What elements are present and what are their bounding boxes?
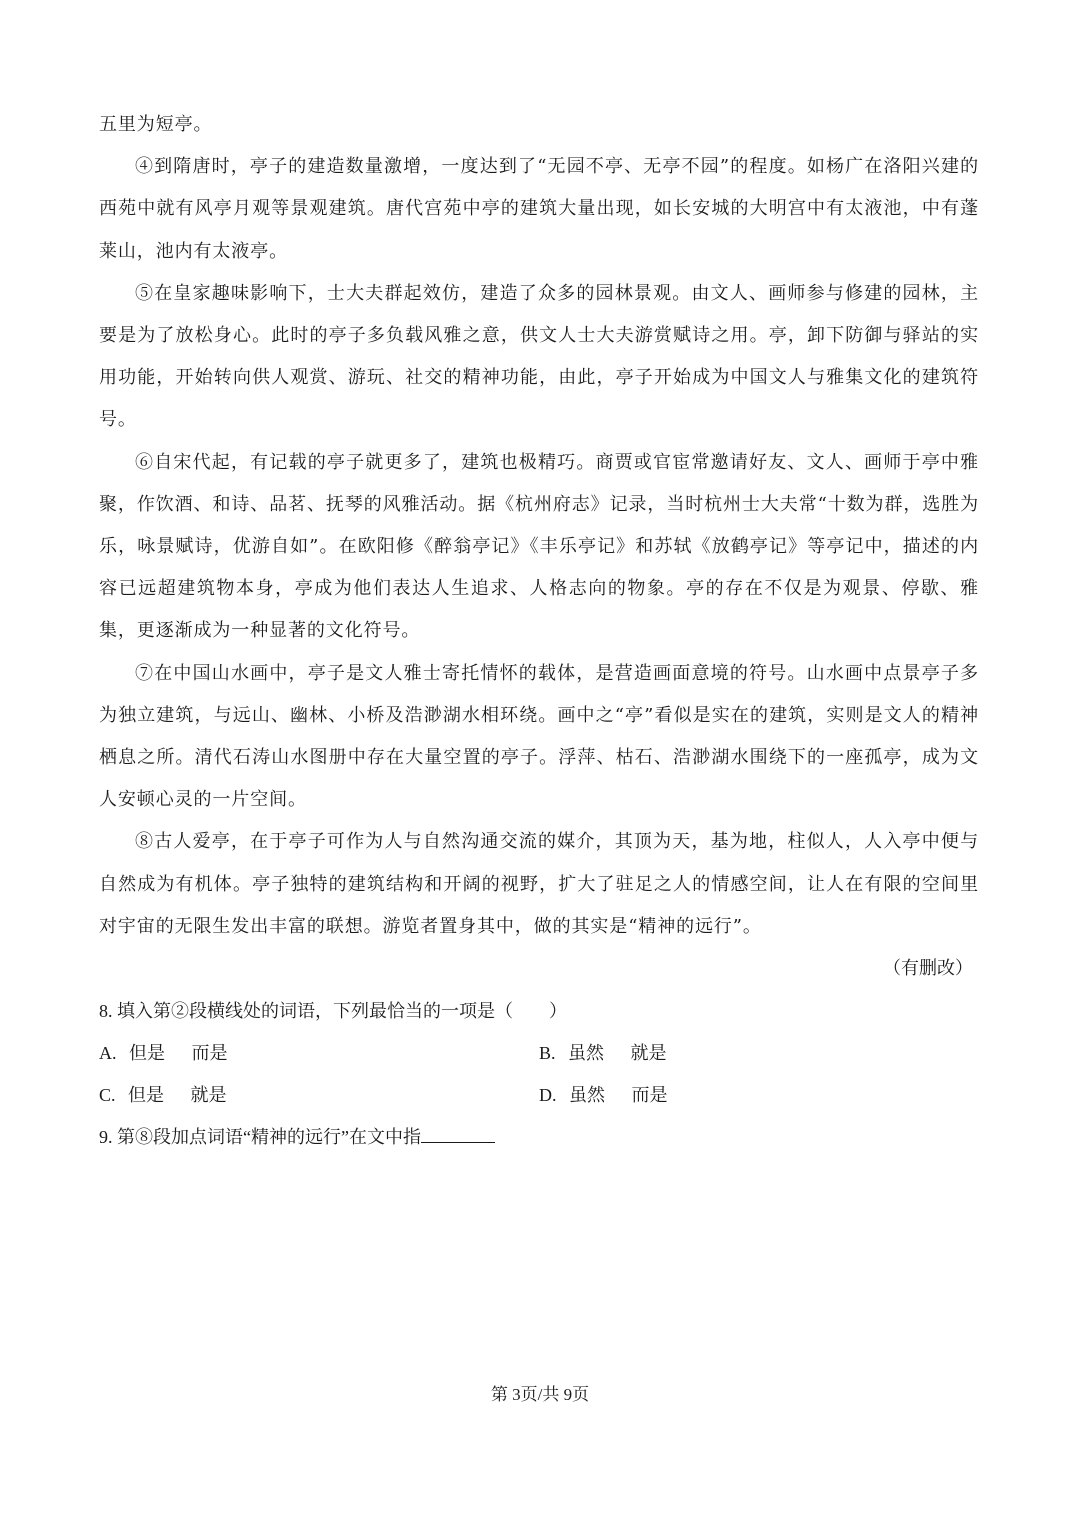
option-letter: C. [99,1085,116,1106]
option-word-2: 而是 [191,1043,228,1064]
option-word-1: 虽然 [569,1085,605,1106]
option-c[interactable] [99,1074,539,1116]
option-word-1: 但是 [129,1043,165,1064]
paragraph-6: ⑥自宋代起，有记载的亭子就更多了，建筑也极精巧。商贾或官宦常邀请好友、文人、画师于亭中雅聚，作饮酒、和诗、品茗、抚琴的风雅活动。据《杭州府志》记录，当时杭州士大夫常“十数为群，选胜为乐，咏景赋诗，优游自如”。在欧阳修《醉翁亭记》《丰乐亭记》和苏轼《放鹤亭记》等亭记中，描述的内容已远超建筑物本身，亭成为他们表达人生追求、人格志向的物象。亭的存在不仅是为观景、停歇、雅集，更逐渐成为一种显著的文化符号。 [99,451,979,642]
option-letter: B. [539,1043,556,1064]
paragraph-3-tail: 五里为短亭。 [99,114,213,135]
paragraph-5: ⑤在皇家趣味影响下，士大夫群起效仿，建造了众多的园林景观。由文人、画师参与修建的园林，主要是为了放松身心。此时的亭子多负载风雅之意，供文人士大夫游赏赋诗之用。亭，卸下防御与驿站的实用功能，开始转向供人观赏、游玩、社交的精神功能，由此，亭子开始成为中国文人与雅集文化的建筑符号。 [99,282,979,431]
paragraph-4: ④到隋唐时，亭子的建造数量激增，一度达到了“无园不亭、无亭不园”的程度。如杨广在洛阳兴建的西苑中就有风亭月观等景观建筑。唐代宫苑中亭的建筑大量出现，如长安城的大明宫中有太液池，中有蓬莱山，池内有太液亭。 [99,156,979,262]
page-footer: 第 3页/共 9页 [490,1385,590,1404]
option-word-1: 但是 [128,1085,165,1106]
paragraph-8: ⑧古人爱亭，在于亭子可作为人与自然沟通交流的媒介，其顶为天，基为地，柱似人，人入亭中便与自然成为有机体。亭子独特的建筑结构和开阔的视野，扩大了驻足之人的情感空间，让人在有限的空间里对宇宙的无限生发出丰富的联想。游览者置身其中，做的其实是“精神的远行”。 [99,831,979,937]
option-b[interactable] [539,1032,979,1074]
option-word-2: 就是 [630,1043,667,1064]
option-letter: D. [539,1085,557,1106]
answer-blank[interactable] [421,1124,495,1143]
option-word-2: 而是 [631,1085,668,1106]
option-d[interactable] [539,1074,979,1116]
document-page [99,104,979,1158]
option-word-1: 虽然 [568,1043,605,1064]
option-letter: A. [99,1043,117,1064]
question-8-options [99,1032,979,1116]
question-9-stem: 9. 第⑧段加点词语“精神的远行”在文中指 [99,1127,421,1148]
source-note: （有删改） [883,958,973,980]
paragraph-7: ⑦在中国山水画中，亭子是文人雅士寄托情怀的载体，是营造画面意境的符号。山水画中点景亭子多为独立建筑，与远山、幽林、小桥及浩渺湖水相环绕。画中之“亭”看似是实在的建筑，实则是文人的精神栖息之所。清代石涛山水图册中存在大量空置的亭子。浮萍、枯石、浩渺湖水围绕下的一座孤亭，成为文人安顿心灵的一片空间。 [99,662,979,811]
question-8-stem: 8. 填入第②段横线处的词语，下列最恰当的一项是（ ） [99,1001,567,1022]
option-a[interactable] [99,1032,539,1074]
option-word-2: 就是 [190,1085,227,1106]
question-9 [99,1116,979,1158]
